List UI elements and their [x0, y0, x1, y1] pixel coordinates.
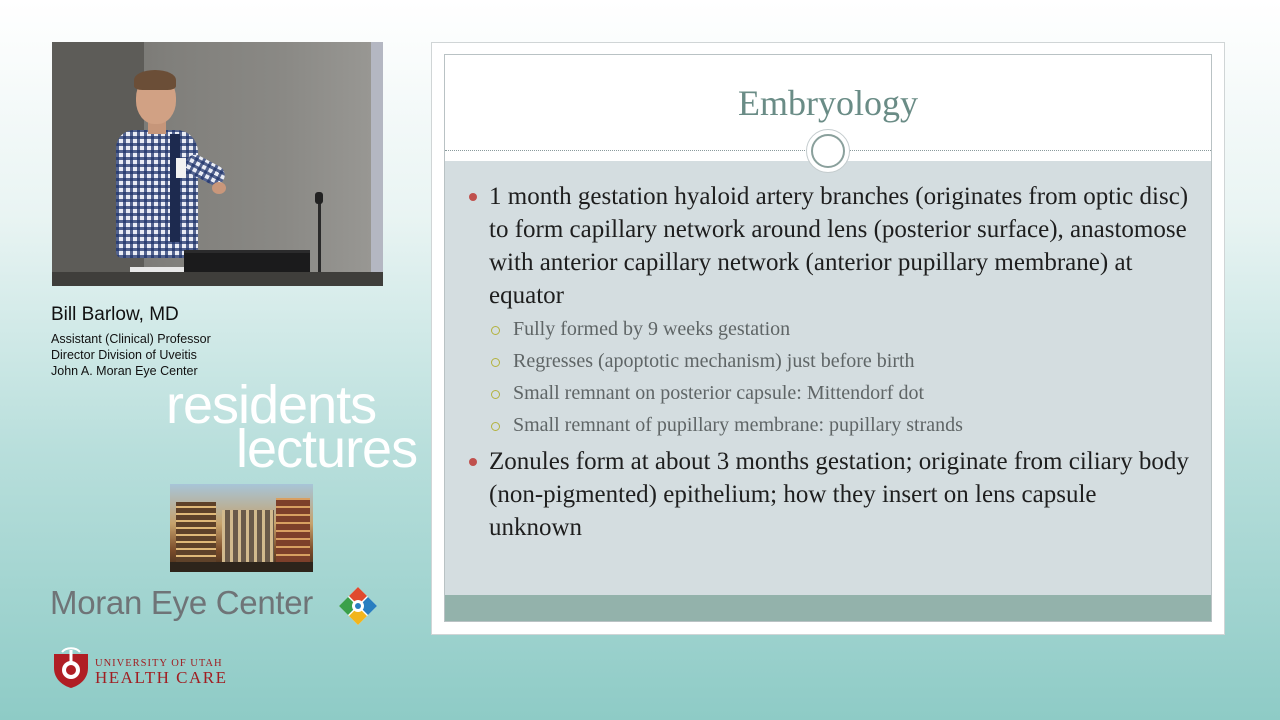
- speaker-torso: [116, 130, 198, 258]
- title-ornament-ring: [811, 134, 845, 168]
- moran-logo-icon: [337, 585, 379, 627]
- video-floor: [52, 272, 383, 286]
- moran-eye-center-wordmark: Moran Eye Center: [50, 584, 313, 621]
- sub-bullet-icon: [491, 358, 500, 367]
- building-tower-left: [176, 502, 216, 564]
- video-right-edge: [371, 42, 383, 286]
- speaker-hair: [134, 70, 176, 90]
- building-ground: [170, 562, 313, 572]
- sub-bullet-icon: [491, 326, 500, 335]
- university-of-utah-seal-icon: [52, 646, 90, 688]
- sub-bullet-icon: [491, 422, 500, 431]
- speaker-title-line: Assistant (Clinical) Professor: [51, 332, 211, 346]
- bullet-text: Zonules form at about 3 months gestation; originate from ciliary body (non-pigmented) epithelium; how they insert on lens capsule unknown: [489, 448, 1189, 541]
- speaker-title-line: John A. Moran Eye Center: [51, 364, 198, 378]
- speaker-name: Bill Barlow, MD: [51, 304, 179, 325]
- sub-bullet-text: Small remnant of pupillary membrane: pupillary strands: [513, 414, 963, 436]
- sub-bullet-text: Small remnant on posterior capsule: Mittendorf dot: [513, 382, 925, 404]
- building-center: [222, 510, 274, 564]
- bullet-text: 1 month gestation hyaloid artery branches (originates from optic disc) to form capillary network around lens (posterior surface), anastomose with anterior capillary network (anterior pupillary membrane) at equator: [489, 183, 1189, 309]
- speaker-badge: [176, 158, 186, 178]
- speaker-titles: [51, 331, 211, 379]
- bullet-icon: [469, 458, 477, 466]
- microphone-icon: [315, 192, 323, 204]
- speaker-video: [52, 42, 383, 286]
- speaker-hand: [212, 182, 226, 194]
- series-title-lectures: lectures: [236, 419, 418, 479]
- building-tower-right: [276, 498, 310, 564]
- sub-bullet-text: Regresses (apoptotic mechanism) just before birth: [513, 350, 915, 372]
- university-name: UNIVERSITY OF UTAH: [95, 658, 223, 669]
- speaker-tie: [170, 134, 180, 242]
- building-photo: [170, 484, 313, 572]
- sub-bullet-icon: [491, 390, 500, 399]
- series-title-residents: residents: [166, 375, 377, 435]
- bullet-icon: [469, 193, 477, 201]
- health-care-label: HEALTH CARE: [95, 668, 228, 687]
- slide-footer-bar: [445, 595, 1211, 621]
- speaker-title-line: Director Division of Uveitis: [51, 348, 197, 362]
- sub-bullet-text: Fully formed by 9 weeks gestation: [513, 318, 791, 340]
- slide-title: Embryology: [738, 83, 918, 123]
